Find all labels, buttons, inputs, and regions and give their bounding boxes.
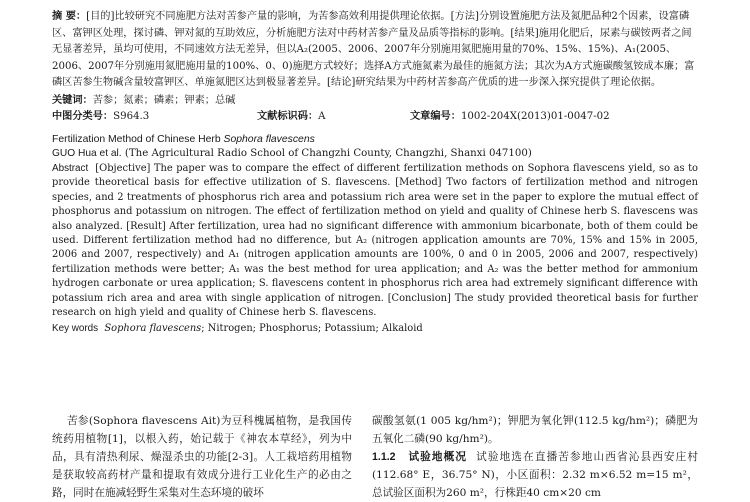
body-right-column bbox=[372, 412, 698, 502]
article-number-value: 1002-204X(2013)01-0047-02 bbox=[460, 110, 610, 122]
classification-row bbox=[52, 108, 698, 124]
article-number-label: 文章编号： bbox=[410, 109, 461, 122]
class-number-value: S964.3 bbox=[113, 110, 150, 122]
article-page bbox=[52, 8, 698, 336]
doc-code bbox=[257, 108, 325, 125]
english-title-species: Sophora flavescens bbox=[223, 133, 315, 145]
article-number bbox=[410, 108, 610, 125]
english-keywords bbox=[52, 322, 698, 336]
chinese-keywords bbox=[52, 93, 698, 108]
body-right-text-1: 碳酸氢氨(1 005 kg/hm²)；钾肥为氧化钾(112.5 kg/hm²)；磷肥为五氧化二磷(90 kg/hm²)。 bbox=[372, 415, 698, 445]
chinese-abstract-text: [目的]比较研究不同施肥方法对苦参产量的影响，为苦参高效利用提供理论依据。[方法]分别设置施肥方法及氮肥品种2个因素，设富磷区、富钾区处理，探讨磷、钾对氮的互助效应，分析施肥方法对中药材苦参产量及品质等指标的影响。[结果]施用化肥后，尿素与碳铵两者之间无显著差异，虽均可使用，不同速效方法无差异，但以A₂(2005、2006、2007年分别施用氮肥施用量的70%、15%、15%)、A₁(2005、2006、2007年分别施用氮肥施用量的100%、0、0)施肥方式较好；选择A方式施氮素为最佳的施氮方法；其次为A方式施碳酸氢铵成本廉；富磷区苦参生物碱含量较富钾区、单施氮肥区达到极显著差异。[结论]研究结果为中药材苦参高产优质的进一步深入探究提供了理论依据。 bbox=[52, 11, 695, 89]
english-title-prefix: Fertilization Method of Chinese Herb bbox=[52, 133, 224, 145]
doc-code-label: 文献标识码： bbox=[257, 109, 319, 122]
english-keywords-label: Key words bbox=[52, 323, 99, 335]
english-authors bbox=[52, 147, 698, 160]
author-affiliation: (The Agricultural Radio School of Changzhi County, Changzhi, Shanxi 047100) bbox=[124, 147, 532, 159]
chinese-keywords-label: 关键词： bbox=[52, 93, 93, 106]
english-abstract bbox=[52, 162, 698, 320]
english-keywords-italic: Sophora flavescens bbox=[104, 323, 202, 335]
author-names: GUO Hua et al. bbox=[52, 147, 122, 159]
english-title bbox=[52, 133, 698, 147]
english-abstract-label: Abstract bbox=[52, 162, 89, 174]
english-abstract-text: [Objective] The paper was to compare the effect of different fertilization methods on Sophora flavescens yield, so as to provide theoretical basis for effective utilization of S. flavescens. [Method] Two factors of fertilization method and nitrogen species, and 2 treatments of phosphorus rich area and potassium rich area were set in the paper to explore the mutual effect of phosphorus and potassium on nitrogen. The effect of fertilization method on yield and quality of Chinese herb S. flavescens was also analyzed. [Result] After fertilization, urea had no significant difference with ammonium bicarbonate, both of them could be used. Different fertilization method had no difference, but A₂ (nitrogen application amounts are 70%, 15% and 15% in 2005, 2006 and 2007, respectively) and A₁ (nitrogen application amounts are 100%, 0 and 0 in 2005, 2006 and 2007, respectively) fertilization methods were better; A₁ was the best method for urea application; and A₂ was the better method for ammonium hydrogen carbonate or urea application; S. flavescens content in phosphorus rich area had extremely significant difference with potassium rich area and area with single application of nitrogen. [Conclusion] The study provided theoretical basis for further research on high yield and quality of Chinese herb S. flavescens. bbox=[52, 162, 698, 319]
body-left-column bbox=[52, 412, 352, 502]
chinese-abstract bbox=[52, 8, 698, 92]
body-right-text-2: 试验地选在直播苦参地山西省沁县西安庄村(112.68° E，36.75° N)，小区面积：2.32 m×6.52 m=15 m²，总试验区面积为260 m²，行株距40 cm×20 cm bbox=[372, 451, 698, 499]
chinese-keywords-text: 苦参；氮素；磷素；钾素；总碱 bbox=[92, 94, 236, 106]
chinese-abstract-label: 摘 要： bbox=[52, 10, 87, 22]
class-number-label: 中图分类号： bbox=[52, 109, 114, 122]
doc-code-value: A bbox=[318, 110, 326, 122]
class-number bbox=[52, 108, 149, 125]
body-left-text: 苦参(Sophora flavescens Ait)为豆科槐属植物，是我国传统药用植物[1]，以根入药，始记载于《神农本草经》，列为中品，具有清热利尿、燥湿杀虫的功能[2-3]。人工栽培药用植物是获取较高药材产量和提取有效成分进行工业化生产的必由之路，同时在施减轻野生采集对生态环境的破坏 bbox=[52, 415, 352, 499]
english-keywords-text: ; Nitrogen; Phosphorus; Potassium; Alkaloid bbox=[201, 323, 423, 335]
section-subhead: 1.1.2 试验地概况 bbox=[372, 451, 468, 463]
